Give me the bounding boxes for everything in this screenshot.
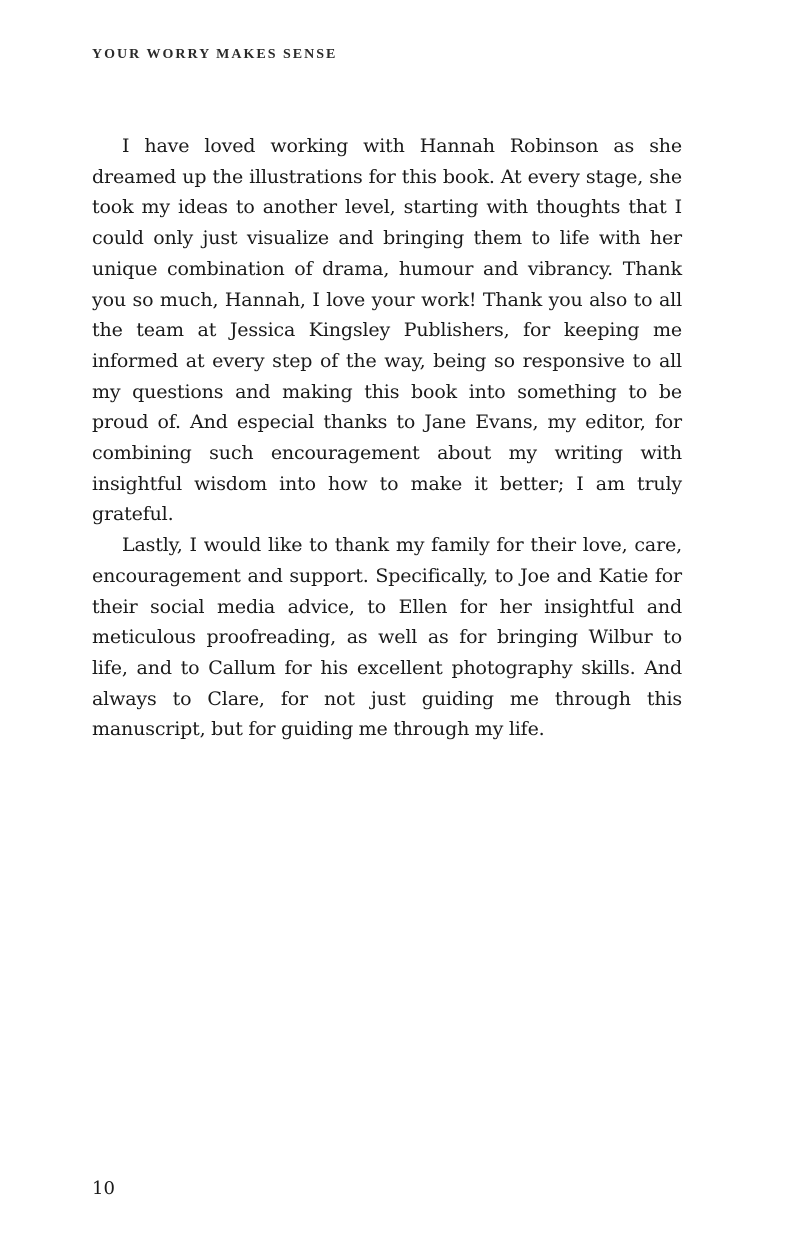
page-body — [92, 131, 682, 745]
page-number: 10 — [92, 1178, 115, 1199]
running-header: YOUR WORRY MAKES SENSE — [92, 47, 338, 62]
paragraph: Lastly, I would like to thank my family for their love, care, encouragement and support. Specifically, to Joe and Katie for their social media advice, to Ellen for her insightful and meticulous proofreading, as well as for bringing Wilbur to life, and to Callum for his excellent photography skills. And always to Clare, for not just guiding me through this manuscript, but for guiding me through my life. — [92, 534, 682, 741]
paragraph: I have loved working with Hannah Robinson as she dreamed up the illustrations for this book. At every stage, she took my ideas to another level, starting with thoughts that I could only just visualize and bringing them to life with her unique combination of drama, humour and vibrancy. Thank you so much, Hannah, I love your work! Thank you also to all the team at Jessica Kingsley Publishers, for keeping me informed at every step of the way, being so responsive to all my questions and making this book into something to be proud of. And especial thanks to Jane Evans, my editor, for combining such encouragement about my writing with insightful wisdom into how to make it better; I am truly grateful. — [92, 135, 682, 526]
